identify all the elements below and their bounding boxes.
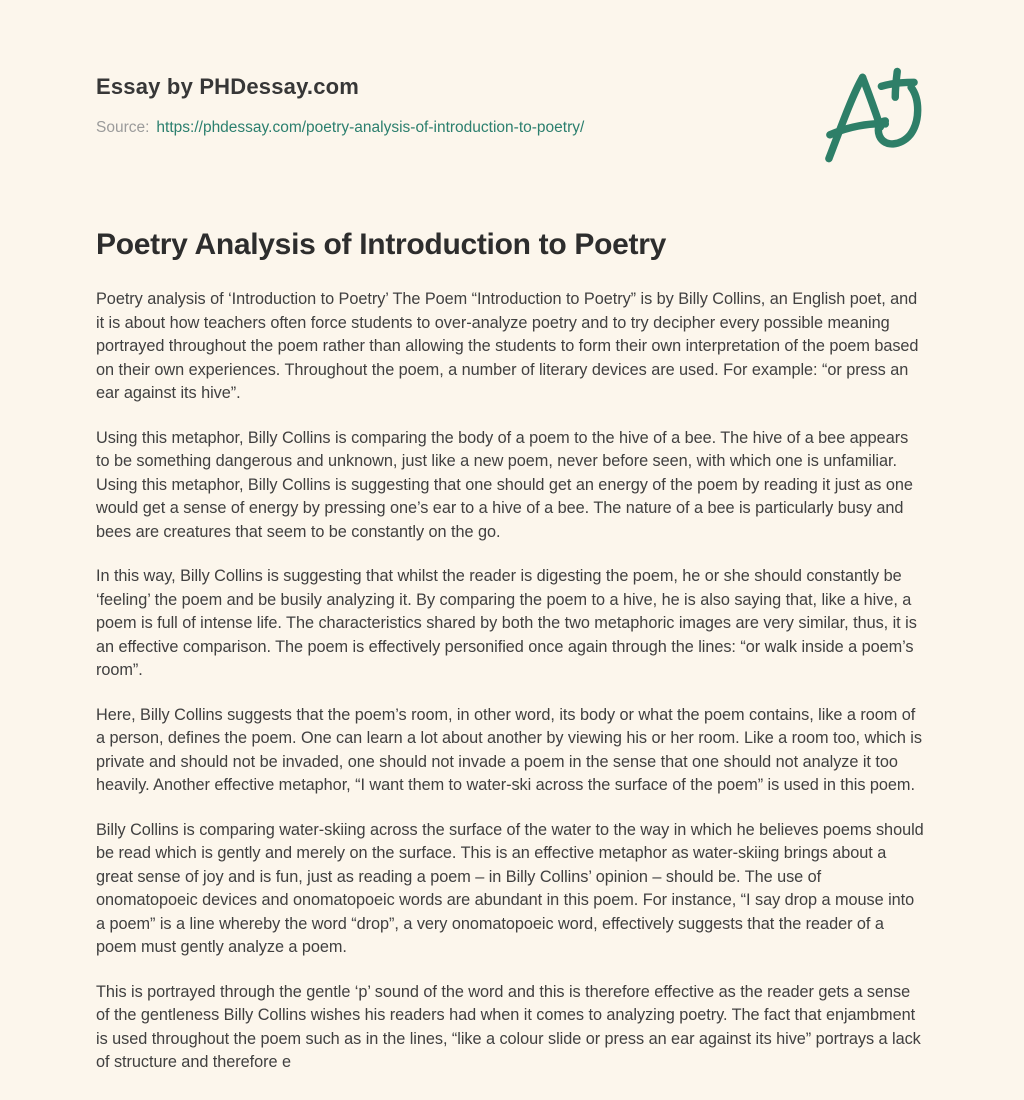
page-header [96,74,926,137]
essay-paragraph: In this way, Billy Collins is suggesting that whilst the reader is digesting the poem, he or she should constantly be ‘feeling’ the poem and be busily analyzing it. By comparing the poem to a hive, he is also saying that, like a hive, a poem is full of intense life. The characteristics shared by both the two metaphoric images are very similar, thus, it is an effective comparison. The poem is effectively personified once again through the lines: “or walk inside a poem’s room”. [96,567,917,679]
essay-paragraph: Using this metaphor, Billy Collins is comparing the body of a poem to the hive of a bee. The hive of a bee appears to be something dangerous and unknown, just like a new poem, never before seen, with which one is unfamiliar. Using this metaphor, Billy Collins is suggesting that one should get an energy of the poem by reading it just as one would get a sense of energy by pressing one’s ear to a hive of a bee. The nature of a bee is particularly busy and bees are creatures that seem to be constantly on the go. [96,428,913,541]
essay-paragraph: Billy Collins is comparing water-skiing across the surface of the water to the way in which he believes poems should be read which is gently and merely on the surface. This is an effective metaphor as water-skiing brings about a great sense of joy and is fun, just as reading a poem – in Billy Collins’ opinion – should be. The use of onomatopoeic devices and onomatopoeic words are abundant in this poem. For instance, “I say drop a mouse into a poem” is a line whereby the word “drop”, a very onomatopoeic word, effectively suggests that the reader of a poem must gently analyze a poem. [96,820,924,956]
essay-title: Poetry Analysis of Introduction to Poetry [96,228,666,261]
source-label: Source: [96,119,150,136]
source-url-link[interactable]: https://phdessay.com/poetry-analysis-of-introduction-to-poetry/ [156,119,585,136]
essay-paragraph: This is portrayed through the gentle ‘p’ sound of the word and this is therefore effective as the reader gets a sense of the gentleness Billy Collins wishes his readers had when it comes to analyzing poetry. The fact that enjambment is used throughout the poem such as in the lines, “like a colour slide or press an ear against its hive” portrays a lack of structure and therefore e [96,982,921,1071]
essay-body [96,288,926,1075]
site-title: Essay by PHDessay.com [96,74,360,99]
a-plus-logo-icon [818,62,922,172]
source-line [96,118,926,137]
header-text-block [96,74,926,137]
essay-main [96,227,926,1075]
essay-paragraph: Poetry analysis of ‘Introduction to Poetry’ The Poem “Introduction to Poetry” is by Billy Collins, an English poet, and it is about how teachers often force students to over-analyze poetry and to try decipher every possible meaning portrayed throughout the poem rather than allowing the students to form their own interpretation of the poem based on their own experiences. Throughout the poem, a number of literary devices are used. For example: “or press an ear against its hive”. [96,290,919,402]
essay-paragraph: Here, Billy Collins suggests that the poem’s room, in other word, its body or what the poem contains, like a room of a person, defines the poem. One can learn a lot about another by viewing his or her room. Like a room too, which is private and should not be invaded, one should not invade a poem in the sense that one should not analyze it too heavily. Another effective metaphor, “I want them to water-ski across the surface of the poem” is used in this poem. [96,705,922,794]
